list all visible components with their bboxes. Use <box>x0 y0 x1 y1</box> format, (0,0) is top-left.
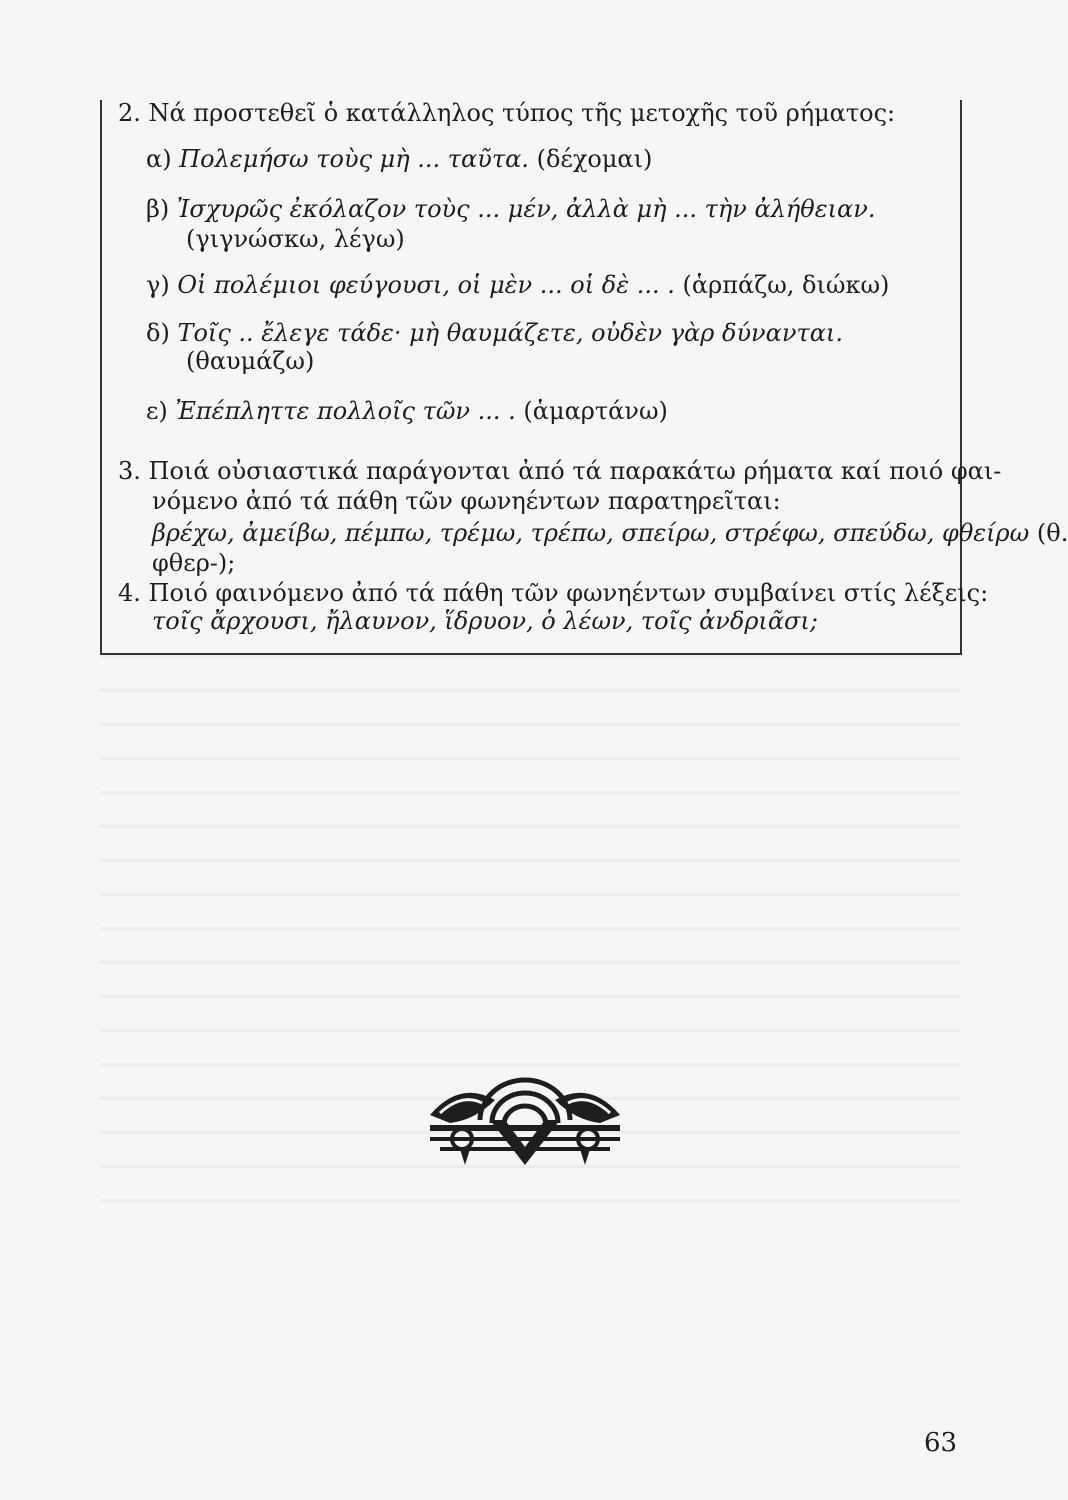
item-sentence: Ἰσχυρῶς ἐκόλαζον τοὺς ... μέν, ἀλλὰ μὴ ... τὴν ἀλήθειαν. <box>176 195 876 223</box>
exercise-2c <box>146 270 889 300</box>
exercise-3-line-2: νόμενο ἀπό τά πάθη τῶν φωνηέντων παρατηρεῖται: <box>152 487 781 515</box>
item-label: α) <box>146 145 172 173</box>
exercise-2d-hint: (θαυμάζω) <box>186 347 315 375</box>
item-hint: (δέχομαι) <box>536 145 653 173</box>
exercise-2b-hint: (γιγνώσκω, λέγω) <box>186 225 405 253</box>
leaf-scroll-ornament-icon <box>420 1075 630 1170</box>
page-number: 63 <box>924 1428 958 1458</box>
item-label: δ) <box>146 319 170 347</box>
exercise-3-line-1: 3. Ποιά οὐσιαστικά παράγονται ἀπό τά παρακάτω ρήματα καί ποιό φαι- <box>118 457 1002 485</box>
item-hint: (ἁμαρτάνω) <box>523 397 668 425</box>
item-label: γ) <box>146 271 170 299</box>
item-sentence: Τοῖς .. ἔλεγε τάδε· μὴ θαυμάζετε, οὐδὲν γὰρ δύνανται. <box>177 319 843 347</box>
item-sentence: Ἐπέπληττε πολλοῖς τῶν ... . <box>175 397 516 425</box>
exercise-4-words: τοῖς ἄρχουσι, ἤλαυνον, ἵδρυον, ὁ λέων, τοῖς ἀνδριᾶσι; <box>152 607 818 635</box>
item-sentence: Πολεμήσω τοὺς μὴ ... ταῦτα. <box>179 145 529 173</box>
exercise-3-verbs <box>152 518 1068 548</box>
exercise-2e <box>146 396 668 426</box>
exercise-2-heading: 2. Νά προστεθεῖ ὁ κατάλληλος τύπος τῆς μετοχῆς τοῦ ρήματος: <box>118 99 896 127</box>
exercise-2d <box>146 318 843 348</box>
exercise-4-line-1: 4. Ποιό φαινόμενο ἀπό τά πάθη τῶν φωνηέντων συμβαίνει στίς λέξεις: <box>118 579 989 607</box>
exercise-2a <box>146 144 652 174</box>
item-sentence: Οἱ πολέμιοι φεύγουσι, οἱ μὲν ... οἱ δὲ ... . <box>177 271 675 299</box>
exercise-2b <box>146 194 875 224</box>
exercise-3-note-end: φθερ-); <box>152 549 236 577</box>
item-label: β) <box>146 195 170 223</box>
item-hint: (ἁρπάζω, διώκω) <box>682 271 890 299</box>
item-label: ε) <box>146 397 168 425</box>
verb-list: βρέχω, ἀμείβω, πέμπω, τρέμω, τρέπω, σπείρω, στρέφω, σπεύδω, φθείρω <box>152 519 1030 547</box>
note-start: (θ. <box>1036 519 1068 547</box>
